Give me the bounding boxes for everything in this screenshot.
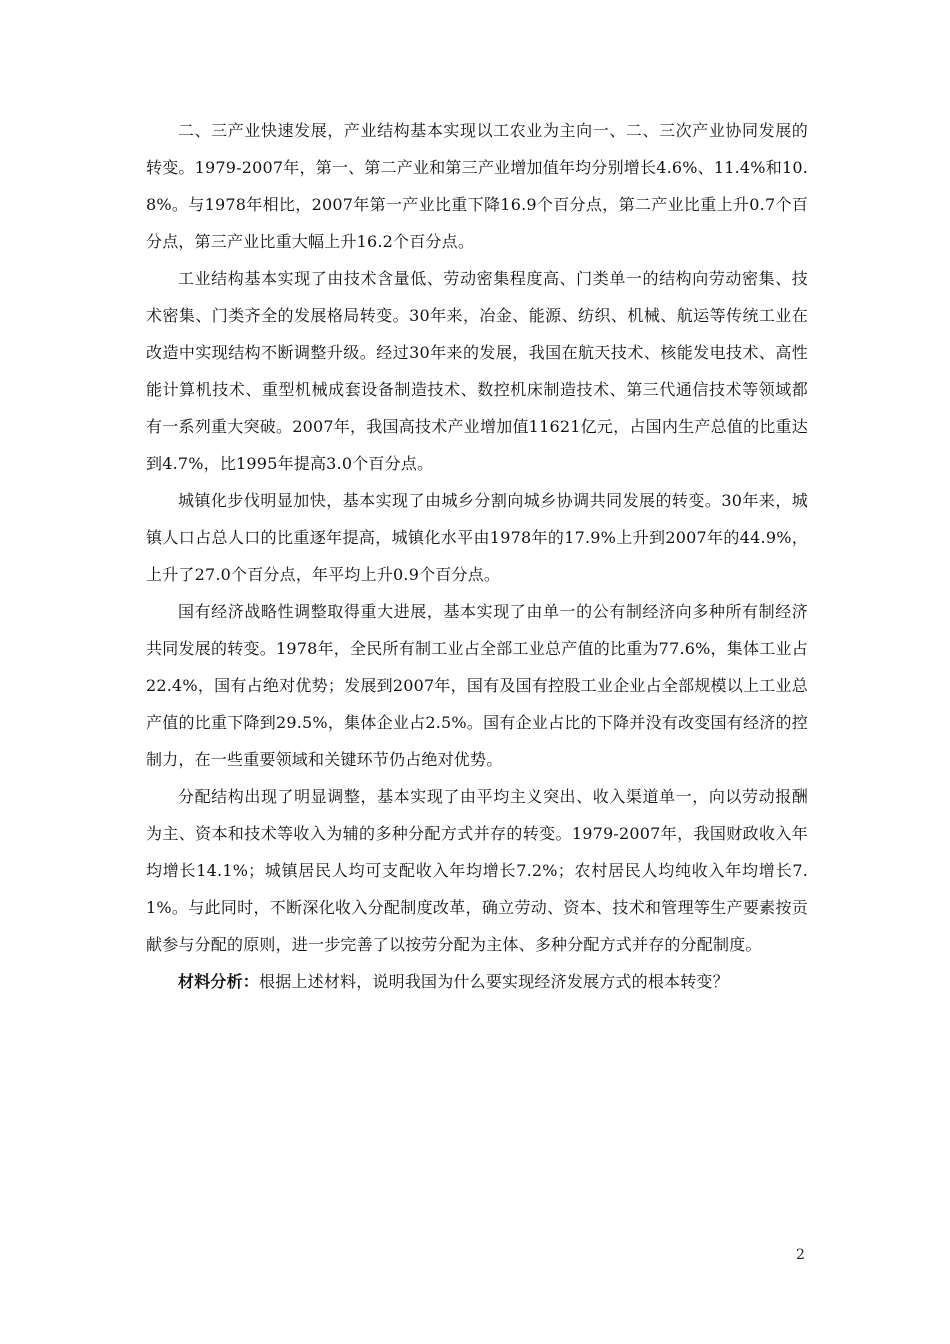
paragraph-urbanization: 城镇化步伐明显加快，基本实现了由城乡分割向城乡协调共同发展的转变。30年来，城镇人口占总人口的比重逐年提高，城镇化水平由1978年的17.9%上升到2007年的44.9%，上升了27.0个百分点，年平均上升0.9个百分点。 xyxy=(146,491,808,584)
paragraph-industrial-structure: 工业结构基本实现了由技术含量低、劳动密集程度高、门类单一的结构向劳动密集、技术密集、门类齐全的发展格局转变。30年来，冶金、能源、纺织、机械、航运等传统工业在改造中实现结构不断调整升级。经过30年来的发展，我国在航天技术、核能发电技术、高性能计算机技术、重型机械成套设备制造技术、数控机床制造技术、第三代通信技术等领域都有一系列重大突破。2007年，我国高技术产业增加值11621亿元，占国内生产总值的比重达到4.7%，比1995年提高3.0个百分点。 xyxy=(146,269,808,473)
paragraph-distribution: 分配结构出现了明显调整，基本实现了由平均主义突出、收入渠道单一，向以劳动报酬为主、资本和技术等收入为辅的多种分配方式并存的转变。1979-2007年，我国财政收入年均增长14.1%；城镇居民人均可支配收入年均增长7.2%；农村居民人均纯收入年均增长7.1%。与此同时，不断深化收入分配制度改革，确立劳动、资本、技术和管理等生产要素按贡献参与分配的原则，进一步完善了以按劳分配为主体、多种分配方式并存的分配制度。 xyxy=(146,787,808,954)
question-text: 根据上述材料，说明我国为什么要实现经济发展方式的根本转变？ xyxy=(259,972,729,991)
page-number: 2 xyxy=(796,1247,805,1263)
question-label: 材料分析： xyxy=(178,972,260,991)
analysis-question xyxy=(146,963,808,1000)
document-body xyxy=(146,112,808,1000)
paragraph-industry-structure: 二、三产业快速发展，产业结构基本实现以工农业为主向一、二、三次产业协同发展的转变。1979-2007年，第一、第二产业和第三产业增加值年均分别增长4.6%、11.4%和10.8%。与1978年相比，2007年第一产业比重下降16.9个百分点，第二产业比重上升0.7个百分点，第三产业比重大幅上升16.2个百分点。 xyxy=(146,121,808,251)
paragraph-state-economy: 国有经济战略性调整取得重大进展，基本实现了由单一的公有制经济向多种所有制经济共同发展的转变。1978年，全民所有制工业占全部工业总产值的比重为77.6%，集体工业占22.4%，国有占绝对优势；发展到2007年，国有及国有控股工业企业占全部规模以上工业总产值的比重下降到29.5%，集体企业占2.5%。国有企业占比的下降并没有改变国有经济的控制力，在一些重要领域和关键环节仍占绝对优势。 xyxy=(146,602,808,769)
